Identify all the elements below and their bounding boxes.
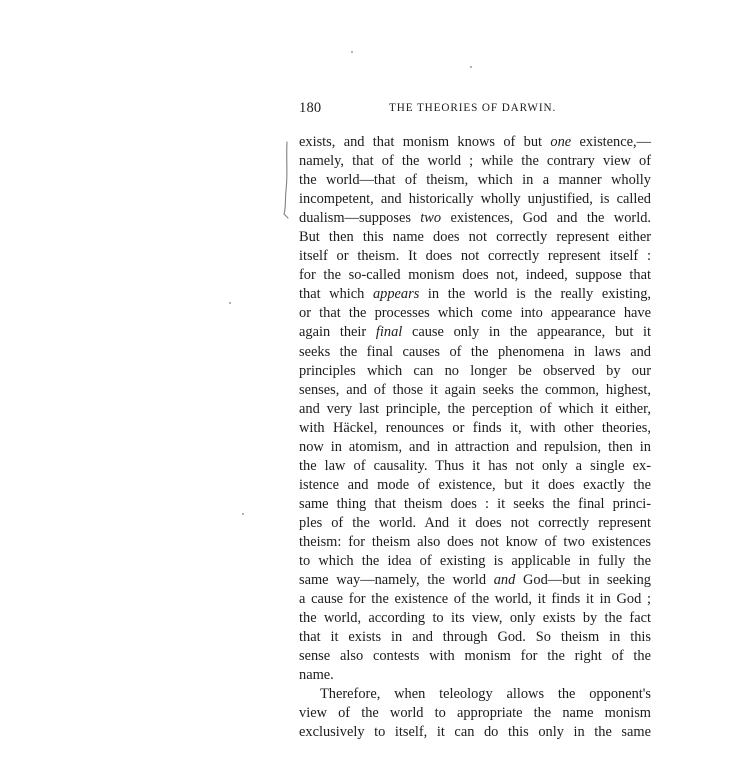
text-line [299, 400, 651, 419]
text-line [299, 190, 651, 209]
page-header [299, 100, 652, 118]
paper-speck [229, 302, 231, 304]
italic-word: two [420, 210, 442, 227]
text-run: view of the world to appropriate the name monism [299, 705, 651, 722]
text-run: incompetent, and historically wholly unjustified, is called [299, 191, 651, 208]
text-run: for the so-called monism does not, indeed, suppose that [299, 267, 651, 284]
text-run: namely, that of the world ; while the contrary view of [299, 153, 651, 170]
text-run: in the world is the really existing, [419, 286, 651, 303]
paper-speck [351, 51, 353, 53]
text-line [299, 343, 651, 362]
text-line [299, 685, 651, 704]
text-run: and very last principle, the perception of which it either, [299, 400, 651, 417]
italic-word: appears [372, 286, 420, 303]
text-line [299, 590, 651, 609]
paper-speck [470, 66, 472, 68]
text-line [299, 304, 651, 323]
running-head: THE THEORIES OF DARWIN. [389, 102, 557, 114]
text-run: God—but in seeking [515, 572, 652, 589]
text-line [299, 704, 651, 723]
text-run: again their [299, 324, 376, 341]
italic-word: one [550, 134, 572, 150]
text-line [299, 552, 651, 571]
text-run: same thing that theism does : it seeks the final princi- [299, 495, 651, 512]
text-run: or that the processes which come into appearance have [299, 305, 651, 322]
text-line [299, 381, 651, 400]
text-line [299, 495, 651, 514]
text-run: seeks the final causes of the phenomena in laws and [299, 343, 651, 360]
text-run: principles which can no longer be observed by our [299, 362, 651, 379]
italic-word: final [375, 324, 403, 341]
text-run: Therefore, when teleology allows the opponent's [320, 686, 651, 703]
text-line [299, 419, 651, 438]
text-run: sense also contests with monism for the right of the [299, 648, 651, 665]
text-run: existences, God and the world. [441, 210, 651, 227]
text-run: the world, according to its view, only exists by the fact [299, 610, 651, 627]
text-run: now in atomism, and in attraction and repulsion, then in [299, 438, 651, 455]
text-run: with Häckel, renounces or finds it, with other theories, [299, 419, 651, 436]
text-line [299, 666, 651, 685]
text-run: theism: for theism also does not know of two existences [299, 533, 651, 550]
paper-speck [242, 513, 244, 515]
text-run: a cause for the existence of the world, it finds it in God ; [299, 591, 651, 608]
text-run: exclusively to itself, it can do this only in the same [299, 724, 651, 741]
text-run: exists, and that monism knows of but [299, 134, 551, 150]
italic-word: and [493, 572, 516, 589]
text-line [299, 514, 651, 533]
text-run: that which [299, 286, 373, 303]
text-line [299, 723, 651, 742]
text-run: the law of causality. Thus it has not only a single ex- [299, 457, 651, 474]
page-number: 180 [299, 100, 322, 116]
body-text [299, 133, 651, 743]
text-run: existence,— [571, 134, 652, 150]
text-line [299, 457, 651, 476]
text-run: that it exists in and through God. So theism in this [299, 629, 651, 646]
text-line [299, 362, 651, 381]
text-line [299, 438, 651, 457]
text-line [299, 476, 651, 495]
text-run: to which the idea of existing is applicable in fully the [299, 553, 651, 570]
text-line [299, 266, 651, 285]
text-run: cause only in the appearance, but it [402, 324, 651, 341]
margin-pencil-mark [280, 140, 294, 220]
text-line [299, 285, 651, 304]
text-line [299, 628, 651, 647]
text-line [299, 609, 651, 628]
text-run: name. [299, 667, 334, 684]
text-line [299, 209, 651, 228]
text-run: itself or theism. It does not correctly represent itself : [299, 248, 651, 265]
text-line [299, 647, 651, 666]
text-line [299, 152, 651, 171]
text-run: But then this name does not correctly represent either [299, 229, 651, 246]
text-line [299, 571, 651, 590]
text-run: dualism—supposes [299, 210, 421, 227]
text-run: istence and mode of existence, but it does exactly the [299, 476, 651, 493]
text-line [299, 228, 651, 247]
text-run: same way—namely, the world [299, 572, 494, 589]
text-run: ples of the world. And it does not correctly represent [299, 514, 651, 531]
text-run: the world—that of theism, which in a manner wholly [299, 172, 651, 189]
text-run: senses, and of those it again seeks the common, highest, [299, 381, 651, 398]
text-line [299, 533, 651, 552]
text-line [299, 323, 651, 342]
text-line [299, 133, 651, 152]
text-line [299, 247, 651, 266]
text-line [299, 171, 651, 190]
